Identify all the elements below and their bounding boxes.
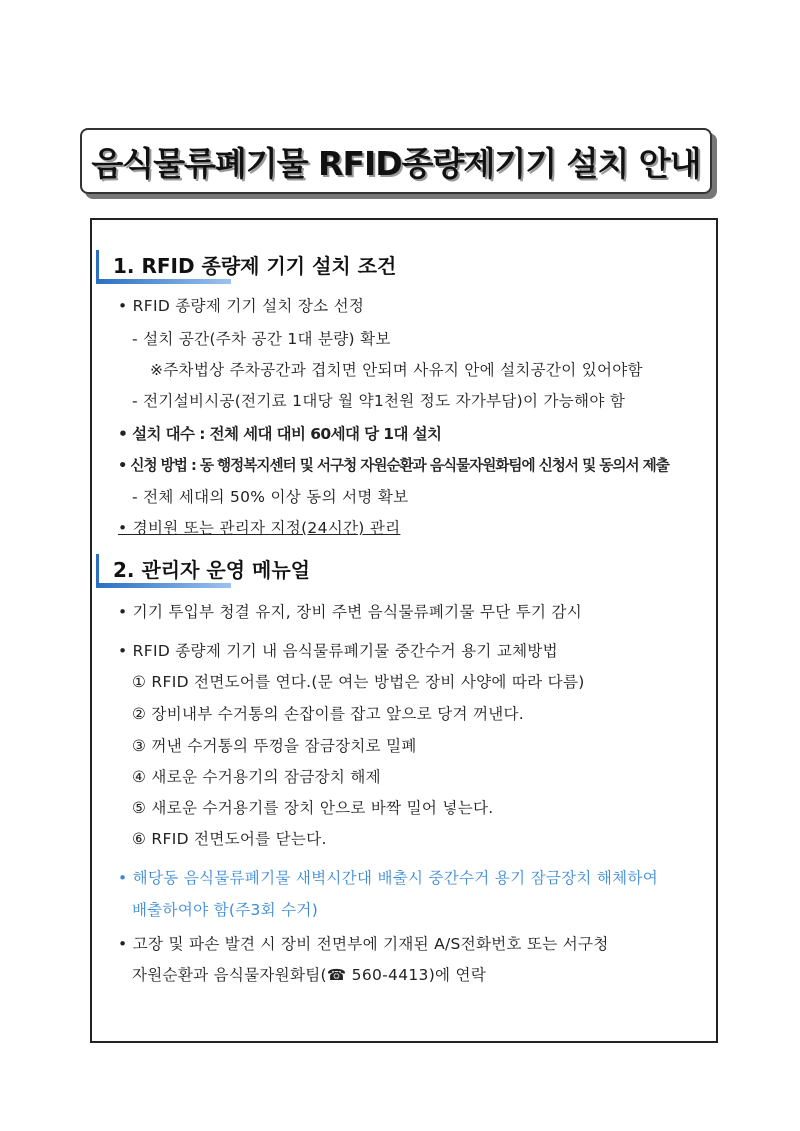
step-item: ③ 꺼낸 수거통의 뚜껑을 잠금장치로 밀폐 bbox=[132, 737, 417, 755]
title-box bbox=[80, 128, 712, 194]
list-item: • 경비원 또는 관리자 지정(24시간) 관리 bbox=[118, 519, 401, 537]
content-box bbox=[90, 218, 718, 1043]
list-item: • 고장 및 파손 발견 시 장비 전면부에 기재된 A/S전화번호 또는 서구청 bbox=[118, 935, 609, 953]
list-item: • RFID 종량제 기기 설치 장소 선정 bbox=[118, 297, 365, 315]
list-item: • 설치 대수 : 전체 세대 대비 60세대 당 1대 설치 bbox=[118, 425, 442, 443]
list-item: • 기기 투입부 청결 유지, 장비 주변 음식물류폐기물 무단 투기 감시 bbox=[118, 603, 583, 621]
step-item: ① RFID 전면도어를 연다.(문 여는 방법은 장비 사양에 따라 다름) bbox=[132, 673, 585, 691]
page-title: 음식물류폐기물 RFID종량제기기 설치 안내 bbox=[91, 143, 701, 183]
section-1-heading: 1. RFID 종량제 기기 설치 조건 bbox=[96, 250, 396, 280]
section-2-heading: 2. 관리자 운영 메뉴얼 bbox=[96, 554, 310, 584]
step-item: ⑤ 새로운 수거용기를 장치 안으로 바짝 밀어 넣는다. bbox=[132, 799, 494, 817]
list-item: - 전기설비시공(전기료 1대당 월 약1천원 정도 자가부담)이 가능해야 함 bbox=[132, 392, 626, 410]
step-item: ⑥ RFID 전면도어를 닫는다. bbox=[132, 830, 327, 848]
notice-item-cont: 배출하여야 함(주3회 수거) bbox=[132, 901, 319, 919]
list-item: - 전체 세대의 50% 이상 동의 서명 확보 bbox=[132, 488, 409, 506]
list-item: • RFID 종량제 기기 내 음식물류폐기물 중간수거 용기 교체방법 bbox=[118, 642, 558, 660]
list-item: - 설치 공간(주차 공간 1대 분량) 확보 bbox=[132, 330, 391, 348]
list-item: • 신청 방법 : 동 행정복지센터 및 서구청 자원순환과 음식물자원화팀에 신청서 및 동의서 제출 bbox=[118, 457, 669, 474]
step-item: ④ 새로운 수거용기의 잠금장치 해제 bbox=[132, 768, 381, 786]
notice-item: • 해당동 음식물류폐기물 새벽시간대 배출시 중간수거 용기 잠금장치 해체하여 bbox=[118, 869, 658, 887]
step-item: ② 장비내부 수거통의 손잡이를 잡고 앞으로 당겨 꺼낸다. bbox=[132, 705, 525, 723]
contact-item: 자원순환과 음식물자원화팀(☎ 560-4413)에 연락 bbox=[132, 966, 487, 984]
note-item: ※주차법상 주차공간과 겹치면 안되며 사유지 안에 설치공간이 있어야함 bbox=[150, 361, 643, 379]
